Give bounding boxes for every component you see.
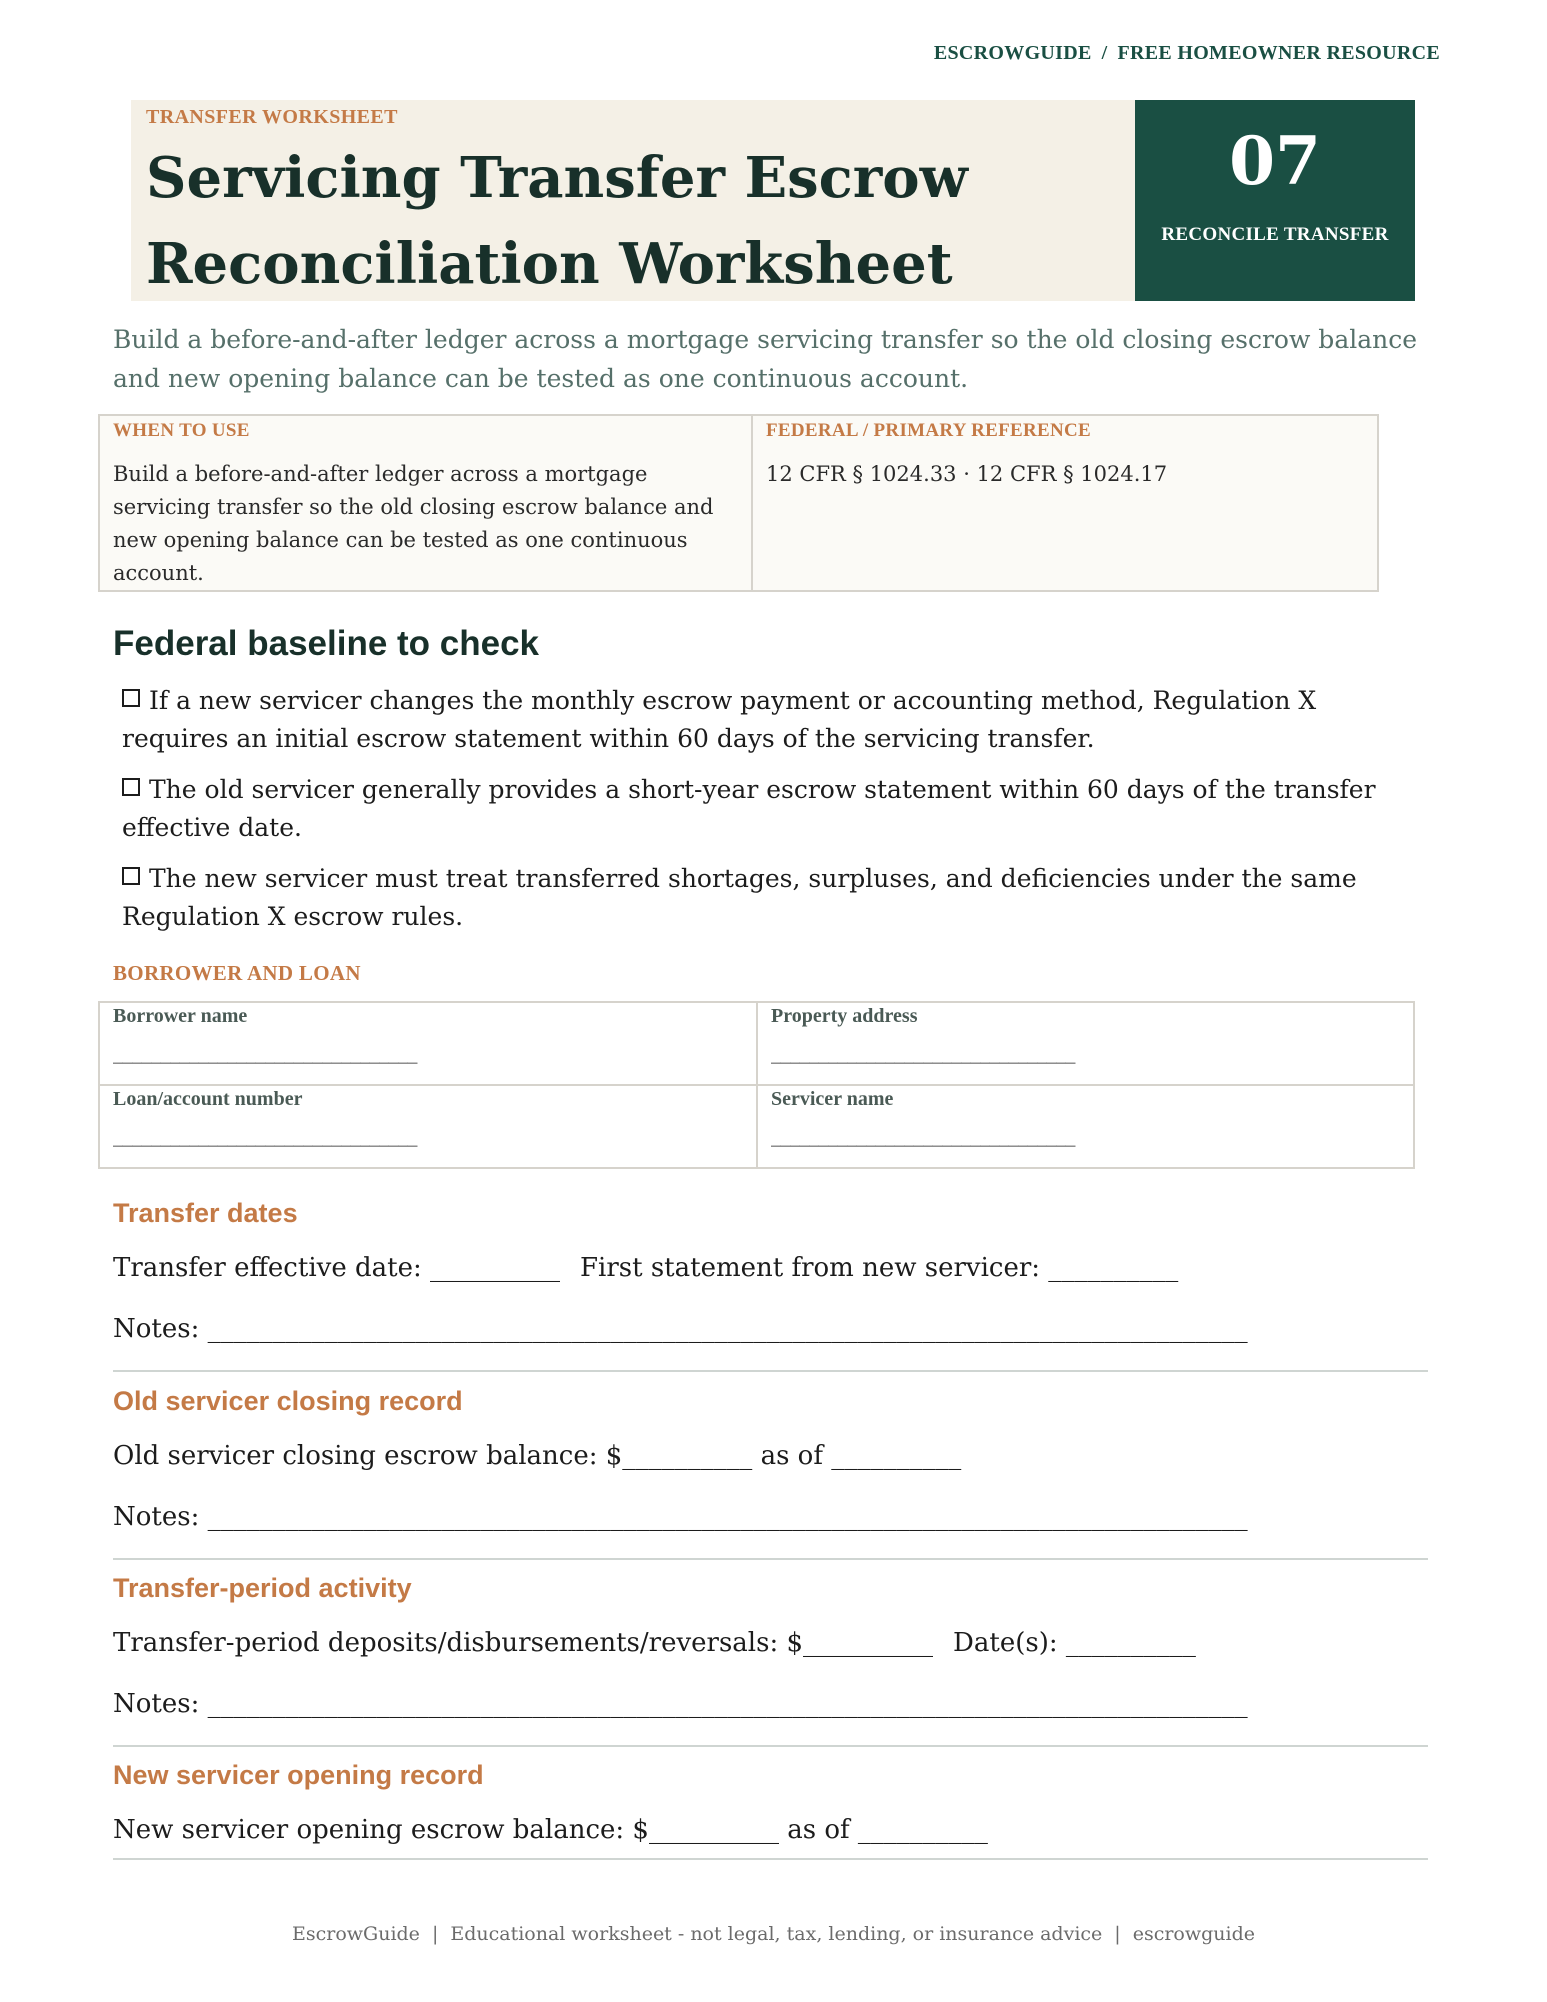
transfer-dates-section <box>113 1198 1428 1372</box>
checklist-item-text: The new servicer must treat transferred shortages, surpluses, and deficiencies under the same Regulation X escrow rules. <box>122 864 1357 931</box>
new-servicer-section <box>113 1760 1428 1860</box>
section-title: Old servicer closing record <box>113 1386 463 1416</box>
field-label: Servicer name <box>771 1088 894 1110</box>
transfer-activity-amount-blank[interactable]: Transfer-period deposits/disbursements/reversals: $__________ <box>113 1628 934 1658</box>
footer-disclaimer: Educational worksheet - not legal, tax, lending, or insurance advice <box>450 1923 1103 1945</box>
worksheet-kicker: TRANSFER WORKSHEET <box>146 106 398 128</box>
reference-label: FEDERAL / PRIMARY REFERENCE <box>766 420 1091 441</box>
loan-number-field[interactable] <box>100 1086 758 1167</box>
when-to-use-label: WHEN TO USE <box>113 420 250 441</box>
when-to-use-cell <box>100 416 753 590</box>
brand-tagline: FREE HOMEOWNER RESOURCE <box>1117 42 1440 64</box>
checkbox[interactable] <box>122 778 140 796</box>
borrower-form <box>98 1001 1415 1169</box>
transfer-activity-section <box>113 1573 1428 1747</box>
header-banner <box>131 100 1415 301</box>
checklist-item <box>122 771 1422 847</box>
footer-site: escrowguide <box>1132 1923 1256 1945</box>
brand-name: ESCROWGUIDE <box>933 42 1092 64</box>
baseline-heading: Federal baseline to check <box>113 624 540 663</box>
topbar-separator: / <box>1101 42 1108 64</box>
worksheet-badge-label: RECONCILE TRANSFER <box>1161 224 1389 245</box>
section-title: Transfer-period activity <box>113 1573 412 1603</box>
servicer-name-field[interactable] <box>758 1086 1413 1167</box>
footer-separator: | <box>431 1923 439 1945</box>
transfer-activity-dates-blank[interactable]: Date(s): __________ <box>953 1628 1196 1658</box>
checklist-item <box>122 682 1422 758</box>
old-closing-balance-line[interactable]: Old servicer closing escrow balance: $__________ as of __________ <box>113 1441 962 1471</box>
transfer-activity-line[interactable] <box>113 1623 1428 1684</box>
reference-text: 12 CFR § 1024.33 · 12 CFR § 1024.17 <box>766 462 1168 486</box>
borrower-name-field[interactable] <box>100 1003 758 1084</box>
footer-separator: | <box>1114 1923 1121 1945</box>
info-table <box>98 414 1379 592</box>
form-row <box>100 1084 1413 1167</box>
transfer-effective-date-blank[interactable]: Transfer effective date: __________ <box>113 1253 560 1283</box>
field-label: Borrower name <box>113 1005 248 1027</box>
page-title <box>146 135 1120 307</box>
old-servicer-section <box>113 1386 1428 1560</box>
footer-brand: EscrowGuide <box>291 1923 420 1945</box>
page-title-line-2: Reconciliation Worksheet <box>146 231 953 297</box>
top-tagline <box>934 42 1440 65</box>
borrower-section-label: BORROWER AND LOAN <box>113 961 361 985</box>
field-blank[interactable]: ________________________________ <box>113 1040 417 1064</box>
field-label: Loan/account number <box>113 1088 303 1110</box>
worksheet-number: 07 <box>1229 122 1321 200</box>
form-row <box>100 1003 1413 1084</box>
when-to-use-text: Build a before-and-after ledger across a mortgage servicing transfer so the old closing escrow balance and new opening balance can be tested as one continuous account. <box>113 462 714 585</box>
notes-line[interactable]: Notes: ________________________________________________________________________________ <box>113 1314 1248 1344</box>
baseline-checklist <box>122 682 1422 949</box>
new-opening-balance-line[interactable]: New servicer opening escrow balance: $__________ as of __________ <box>113 1815 988 1845</box>
header-title-block <box>131 100 1135 301</box>
property-address-field[interactable] <box>758 1003 1413 1084</box>
checklist-item-text: If a new servicer changes the monthly escrow payment or accounting method, Regulation X requires an initial escrow statement within 60 days of the servicing transfer. <box>122 686 1317 753</box>
page-title-line-1: Servicing Transfer Escrow <box>146 145 968 211</box>
lead-paragraph: Build a before-and-after ledger across a mortgage servicing transfer so the old closing escrow balance and new opening balance can be tested as one continuous account. <box>113 325 1418 393</box>
reference-cell <box>753 416 1377 590</box>
field-blank[interactable]: ________________________________ <box>113 1123 417 1147</box>
field-label: Property address <box>771 1005 918 1027</box>
notes-line[interactable]: Notes: ________________________________________________________________________________ <box>113 1689 1248 1719</box>
checkbox[interactable] <box>122 867 140 885</box>
field-blank[interactable]: ________________________________ <box>771 1123 1075 1147</box>
field-blank[interactable]: ________________________________ <box>771 1040 1075 1064</box>
checklist-item-text: The old servicer generally provides a short-year escrow statement within 60 days of the transfer effective date. <box>122 775 1376 842</box>
worksheet-badge <box>1135 100 1415 301</box>
section-title: Transfer dates <box>113 1198 298 1228</box>
checkbox[interactable] <box>122 689 140 707</box>
checklist-item <box>122 860 1422 936</box>
first-statement-date-blank[interactable]: First statement from new servicer: __________ <box>579 1253 1179 1283</box>
footer <box>0 1923 1547 1945</box>
section-title: New servicer opening record <box>113 1760 484 1790</box>
notes-line[interactable]: Notes: ________________________________________________________________________________ <box>113 1502 1248 1532</box>
transfer-dates-line[interactable] <box>113 1248 1428 1309</box>
